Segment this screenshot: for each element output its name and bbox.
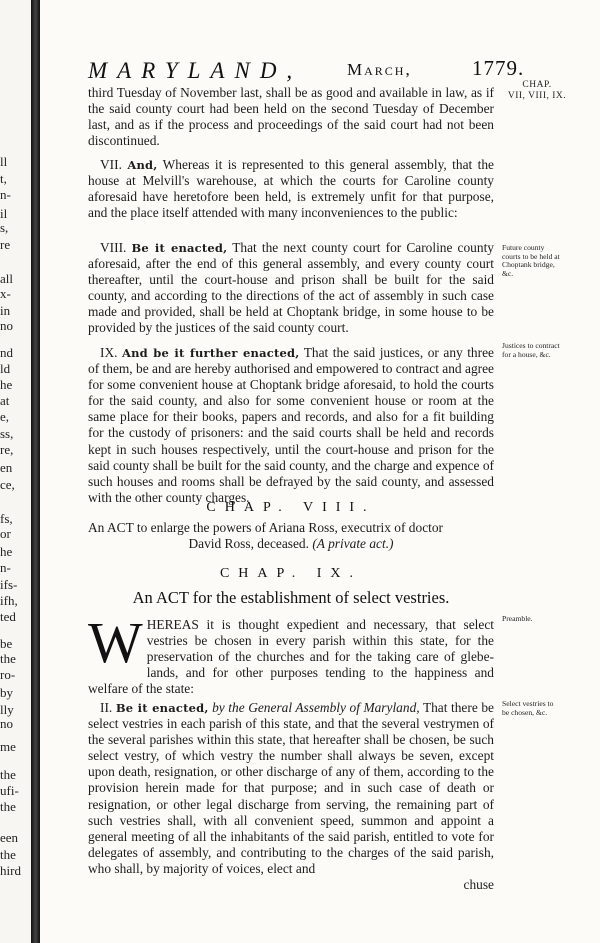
margin-note-vestries: Select vestries to be chosen, &c.: [502, 699, 554, 717]
chapter-reference-label: CHAP.: [522, 80, 552, 90]
section-text: Whereas it is represented to this general assembly, that the house at Melvill's warehouse, at which the courts for Caroline county aforesaid have heretofore been held, is extremely unfit for that purpose, and the place itself attended with many inconveniences to the public:: [88, 157, 494, 221]
previous-page-fragment: the: [0, 651, 16, 666]
preamble-text: HEREAS it is thought expedient and necessary, that select vestries be chosen in every parish within this state, for the preservation of the churches and for the taking care of glebe-lands, and for other purposes tending to the happiness and welfare of the state:: [88, 617, 494, 697]
margin-note-justices: Justices to contract for a house, &c.: [502, 341, 560, 359]
previous-page-fragment: me: [0, 739, 16, 754]
previous-page-fragment: he: [0, 544, 13, 559]
previous-page-fragment: the: [0, 847, 16, 862]
section-number: VIII.: [100, 240, 127, 255]
previous-page-fragment: ll: [0, 154, 8, 169]
blackletter-phrase: And be it further enacted,: [122, 346, 300, 360]
previous-page-fragment: nd: [0, 345, 13, 360]
previous-page-fragment: all: [0, 271, 13, 286]
blackletter-phrase: And,: [127, 158, 158, 172]
previous-page-fragment: x-: [0, 286, 11, 301]
running-head-title: MARYLAND,: [88, 58, 303, 83]
previous-page-fragment: be: [0, 636, 13, 651]
chapter-ix-title: An ACT for the establishment of select vestries.: [132, 588, 450, 607]
section-number: VII.: [100, 157, 122, 172]
chapter-viii-title: [88, 520, 494, 552]
previous-page-fragment: ufi-: [0, 783, 19, 798]
previous-page-fragment: ss,: [0, 426, 14, 441]
previous-page-fragment: at: [0, 393, 10, 408]
previous-page-fragment: een: [0, 830, 19, 845]
previous-page-fragment: re: [0, 237, 11, 252]
section-text: That the said justices, or any three of them, be and are hereby authorised and empowered to contract and agree for some convenient house at Choptank bridge aforesaid, to hold the courts for the said county, and also for some convenient house or room at the same place for their books, papers and records, and also for a fit building for the custody of prisoners: and the said courts shall be held and records kept in such houses respectively, until the court-house and prison for the said county shall be built for the said county, and the charge and expence of such houses and rooms shall be defrayed by the said county, and assessed with the other county charges.: [88, 345, 494, 505]
previous-page-fragment: in: [0, 303, 11, 318]
previous-page-fragment: ifs-: [0, 577, 18, 592]
margin-note-preamble: Preamble.: [502, 614, 533, 623]
page-year: 1779.: [472, 56, 525, 80]
previous-page-fragment: n-: [0, 187, 11, 202]
margin-note-future-courts: Future county courts to be held at Choptank bridge, &c.: [502, 243, 560, 278]
previous-page-fragment: no: [0, 716, 13, 731]
previous-page-fragment: e,: [0, 409, 10, 424]
catchword: chuse: [463, 877, 494, 893]
previous-page-fragment: ted: [0, 609, 16, 624]
previous-page-fragment: n-: [0, 560, 11, 575]
section-vii: [88, 157, 494, 221]
previous-page-fragment: en: [0, 460, 13, 475]
previous-page-fragment: t,: [0, 171, 7, 186]
continued-paragraph: [88, 85, 494, 149]
act-title-line-2: [88, 536, 494, 552]
previous-page-fragment: the: [0, 767, 16, 782]
previous-page-fragment: hird: [0, 863, 21, 878]
drop-cap: W: [88, 610, 143, 675]
previous-page-edge: [0, 0, 31, 943]
document-page: [40, 0, 600, 943]
previous-page-fragment: s,: [0, 220, 9, 235]
previous-page-fragment: ro-: [0, 667, 16, 682]
section-number: IX.: [100, 345, 118, 360]
chapter-ix-heading: CHAP. IX.: [219, 566, 363, 581]
blackletter-phrase: Be it enacted,: [115, 701, 209, 715]
chapter-viii-heading: CHAP. VIII.: [206, 500, 376, 515]
assembly-phrase: by the General Assembly of Maryland,: [212, 700, 420, 715]
previous-page-fragment: no: [0, 318, 13, 333]
previous-page-fragment: the: [0, 799, 16, 814]
previous-page-fragment: he: [0, 377, 13, 392]
blackletter-phrase: Be it enacted,: [131, 241, 228, 255]
previous-page-fragment: ld: [0, 361, 11, 376]
section-text: That there be select vestries in each parish of this state, and that the several vestrymen of the several parishes within this state, that hereafter shall be chosen, be such select vestry, of which vestry the number shall always be seven, except upon death, resignation, or other discharge of any of them, according to the provision herein made for that purpose; and in such case of death or resignation, or other legal discharge from serving, the remaining part of such vestries shall, with all convenient speed, summon and appoint a general meeting of all the inhabitants of the said parish, entitled to vote for delegates of assembly, and contributing to the charges of the said parish, who shall, by majority of voices, elect and: [88, 700, 494, 876]
act-title-line-2-text: David Ross, deceased.: [188, 536, 309, 552]
section-viii: [88, 240, 494, 337]
previous-page-fragment: re,: [0, 442, 14, 457]
section-ix: [88, 345, 494, 506]
previous-page-fragment: by: [0, 685, 13, 700]
chapter-reference: [502, 80, 572, 102]
section-text: That the next county court for Caroline county aforesaid, after the end of this general assembly, and every county court thereafter, until the court-house and prison shall be built for the said county, and according to the directions of the act of assembly in such case made and provided, shall be held at Choptank bridge, in some house to be provided by the justices of the said county court.: [88, 240, 494, 336]
section-ii: [88, 700, 494, 893]
book-gutter: [31, 0, 40, 943]
previous-page-fragment: ce,: [0, 477, 15, 492]
previous-page-fragment: fs,: [0, 511, 13, 526]
continued-text: third Tuesday of November last, shall be as good and available in law, as if the said county court had been held on the second Tuesday of December last, and as if the process and proceedings of the said court had not been discontinued.: [88, 85, 494, 149]
previous-page-fragment: il: [0, 206, 8, 221]
previous-page-fragment: lly: [0, 702, 14, 717]
act-title-line-1: An ACT to enlarge the powers of Ariana Ross, executrix of doctor: [88, 520, 444, 535]
section-number: II.: [100, 700, 113, 715]
previous-page-fragment: ifh,: [0, 593, 18, 608]
private-act-note: (A private act.): [312, 536, 394, 552]
running-head-month: March,: [347, 60, 412, 79]
preamble-paragraph: [88, 610, 494, 697]
chapter-reference-numbers: VII, VIII, IX.: [507, 91, 567, 101]
previous-page-fragment: or: [0, 526, 11, 541]
